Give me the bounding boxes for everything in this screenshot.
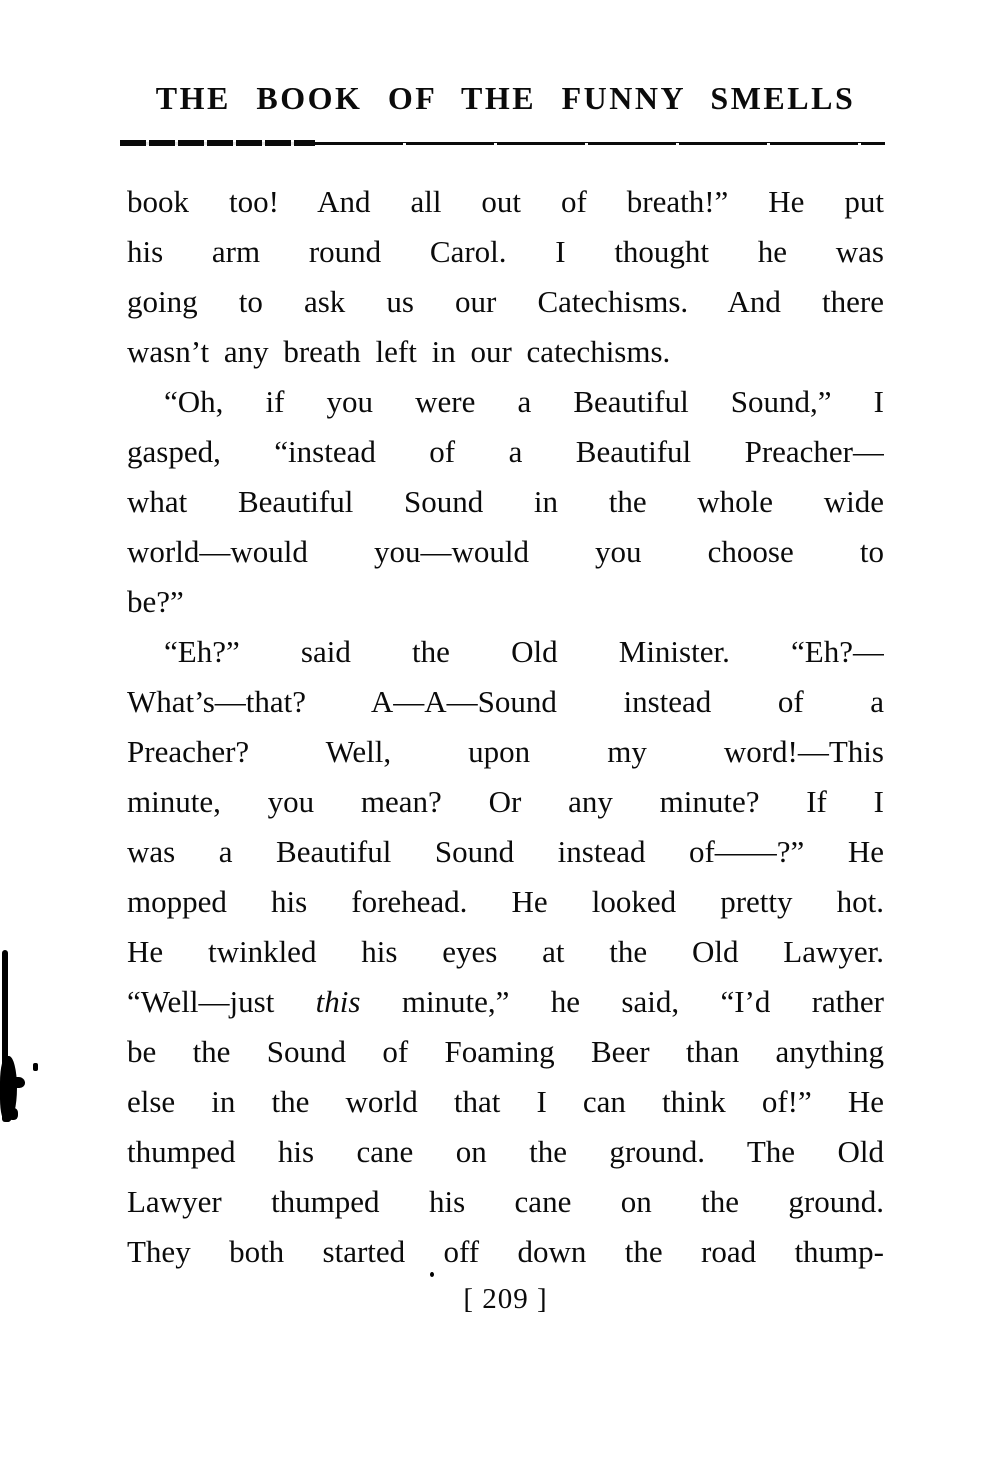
text-segment: “Well—just [127, 984, 316, 1019]
scan-artifact-blob [13, 1077, 25, 1088]
text-line: mopped his forehead. He looked pretty hot. [127, 884, 884, 919]
text-line: “Oh, if you were a Beautiful Sound,” I [164, 384, 884, 419]
scan-artifact-speck [430, 1272, 434, 1277]
text-line: Preacher? Well, upon my word!—This [127, 734, 884, 769]
text-line-with-italic [127, 977, 884, 1027]
scan-artifact-speck [33, 1063, 38, 1071]
text-segment: minute,” he said, “I’d rather [360, 984, 884, 1019]
text-line: what Beautiful Sound in the whole wide [127, 484, 884, 519]
text-line: be?” [127, 584, 184, 619]
text-line: What’s—that? A—A—Sound instead of a [127, 684, 884, 719]
text-line: minute, you mean? Or any minute? If I [127, 784, 884, 819]
header-rule-divider [120, 142, 885, 145]
running-header: THE BOOK OF THE FUNNY SMELLS [155, 80, 856, 116]
text-line: He twinkled his eyes at the Old Lawyer. [127, 934, 884, 969]
text-line: world—would you—would you choose to [127, 534, 884, 569]
text-line: else in the world that I can think of!” He [127, 1084, 884, 1119]
text-line: going to ask us our Catechisms. And there [127, 284, 884, 319]
text-line: “Eh?” said the Old Minister. “Eh?— [164, 634, 884, 669]
italic-word: this [315, 984, 361, 1019]
text-line: They both started off down the road thump- [127, 1234, 884, 1269]
text-line: be the Sound of Foaming Beer than anything [127, 1034, 884, 1069]
text-line: Lawyer thumped his cane on the ground. [127, 1184, 884, 1219]
text-line: his arm round Carol. I thought he was [127, 234, 884, 269]
text-line: gasped, “instead of a Beautiful Preacher— [127, 434, 884, 469]
text-line: wasn’t any breath left in our catechisms. [127, 334, 671, 369]
scan-artifact-speck [8, 1108, 18, 1120]
page-number: [ 209 ] [463, 1283, 548, 1315]
text-line: was a Beautiful Sound instead of——?” He [127, 834, 884, 869]
text-line: thumped his cane on the ground. The Old [127, 1134, 884, 1169]
text-line: book too! And all out of breath!” He put [127, 184, 884, 219]
body-text [127, 177, 884, 1277]
